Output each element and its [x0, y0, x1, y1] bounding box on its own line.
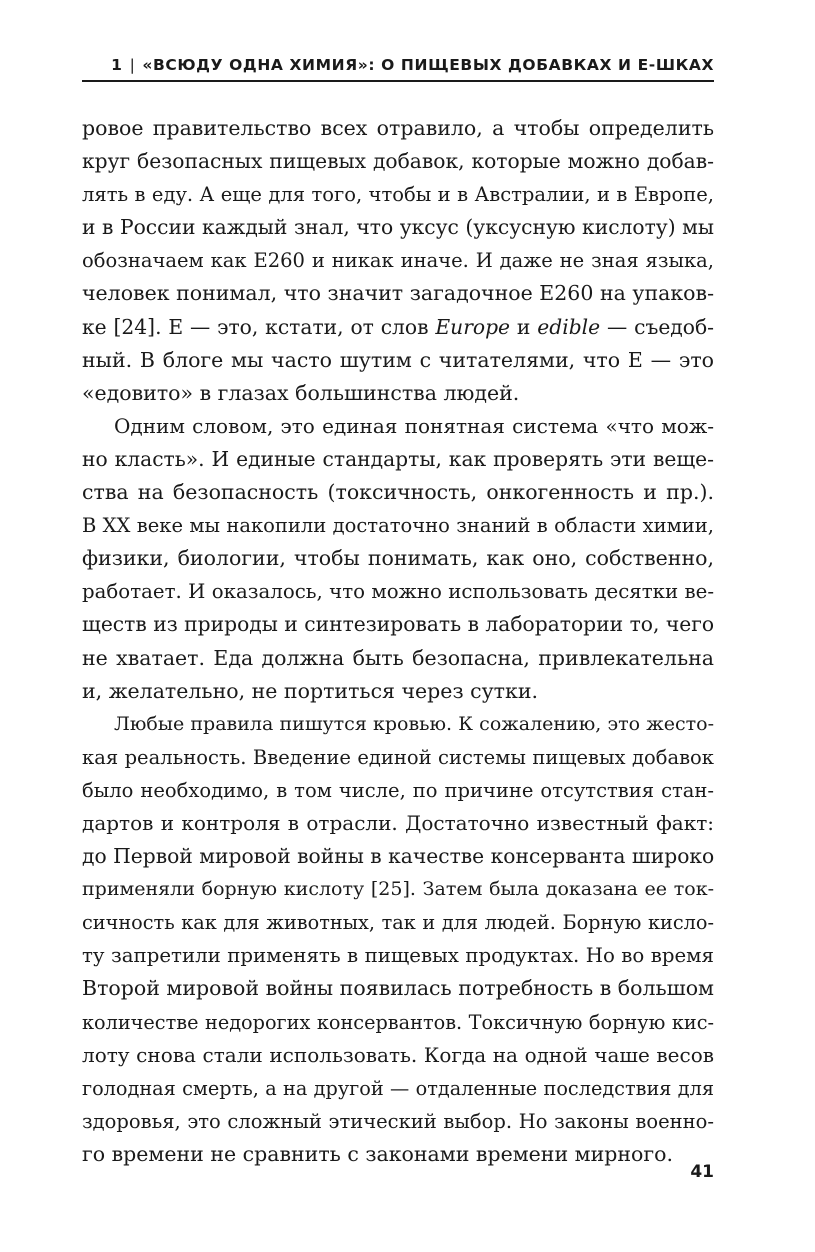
text-line: ный. В блоге мы часто шутим с читателями, что Е — это	[82, 347, 714, 372]
header-separator: |	[129, 56, 136, 74]
chapter-number: 1	[111, 56, 123, 74]
text-line: Одним словом, это единая понятная система «что мож-	[114, 413, 714, 438]
text-line: лоту снова стали использовать. Когда на одной чаше весов	[82, 1042, 714, 1067]
running-header	[82, 54, 714, 82]
text-line: Второй мировой войны появилась потребность в большом	[82, 976, 714, 1001]
text-line: физики, биологии, чтобы понимать, как оно, собственно,	[82, 546, 714, 571]
text-line: го времени не сравнить с законами времени мирного.	[82, 1141, 673, 1166]
text-line: сичность как для животных, так и для людей. Борную кисло-	[82, 911, 714, 935]
text-segment: — съедоб-	[600, 314, 714, 339]
text-line: круг безопасных пищевых добавок, которые можно добав-	[82, 149, 714, 174]
text-line: голодная смерть, а на другой — отдаленные последствия для	[82, 1076, 714, 1100]
text-line-with-italics	[82, 311, 714, 344]
paragraph-3	[82, 708, 714, 1171]
text-line: но класть». И единые стандарты, как проверять эти веще-	[82, 446, 714, 471]
text-line: В XX веке мы накопили достаточно знаний в области химии,	[82, 514, 714, 538]
text-segment: ке [24]. Е — это, кстати, от слов	[82, 314, 436, 339]
text-line: «едовито» в глазах большинства людей.	[82, 380, 520, 405]
text-line: ту запретили применять в пищевых продуктах. Но во время	[82, 944, 714, 968]
text-line: ства на безопасность (токсичность, онкогенность и пр.).	[82, 480, 714, 505]
text-line: ществ из природы и синтезировать в лаборатории то, чего	[82, 612, 714, 637]
italic-word-edible: edible	[537, 314, 601, 339]
text-line: применяли борную кислоту [25]. Затем была доказана ее ток-	[82, 878, 714, 901]
text-line: и в России каждый знал, что уксус (уксусную кислоту) мы	[82, 215, 714, 240]
text-line: до Первой мировой войны в качестве консерванта широко	[82, 844, 714, 869]
text-line: работает. И оказалось, что можно использовать десятки ве-	[82, 580, 714, 604]
page-number: 41	[690, 1162, 714, 1182]
text-line: человек понимал, что значит загадочное Е260 на упаков-	[82, 281, 714, 306]
text-line: и, желательно, не портиться через сутки.	[82, 678, 539, 703]
text-segment: и	[510, 314, 538, 339]
text-line: Любые правила пишутся кровью. К сожалению, это жесто-	[114, 712, 714, 735]
text-line: кая реальность. Введение единой системы пищевых добавок	[82, 745, 714, 769]
paragraph-1	[82, 112, 714, 410]
text-line: дартов и контроля в отрасли. Достаточно известный факт:	[82, 810, 714, 835]
paragraph-2	[82, 410, 714, 708]
body-text	[82, 112, 714, 1171]
text-line: здоровья, это сложный этический выбор. Но законы военно-	[82, 1109, 714, 1133]
italic-word-europe: Europe	[435, 314, 511, 339]
running-title: «ВСЮДУ ОДНА ХИМИЯ»: О ПИЩЕВЫХ ДОБАВКАХ И Е-ШКАХ	[142, 56, 714, 74]
text-line: не хватает. Еда должна быть безопасна, привлекательна	[82, 645, 714, 670]
text-line: количестве недорогих консервантов. Токсичную борную кис-	[82, 1010, 714, 1034]
text-line: было необходимо, в том числе, по причине отсутствия стан-	[82, 778, 714, 802]
text-line: ровое правительство всех отравило, а чтобы определить	[82, 116, 714, 140]
text-line: обозначаем как Е260 и никак иначе. И даже не зная языка,	[82, 249, 714, 273]
text-line: лять в еду. А еще для того, чтобы и в Австралии, и в Европе,	[82, 183, 714, 207]
